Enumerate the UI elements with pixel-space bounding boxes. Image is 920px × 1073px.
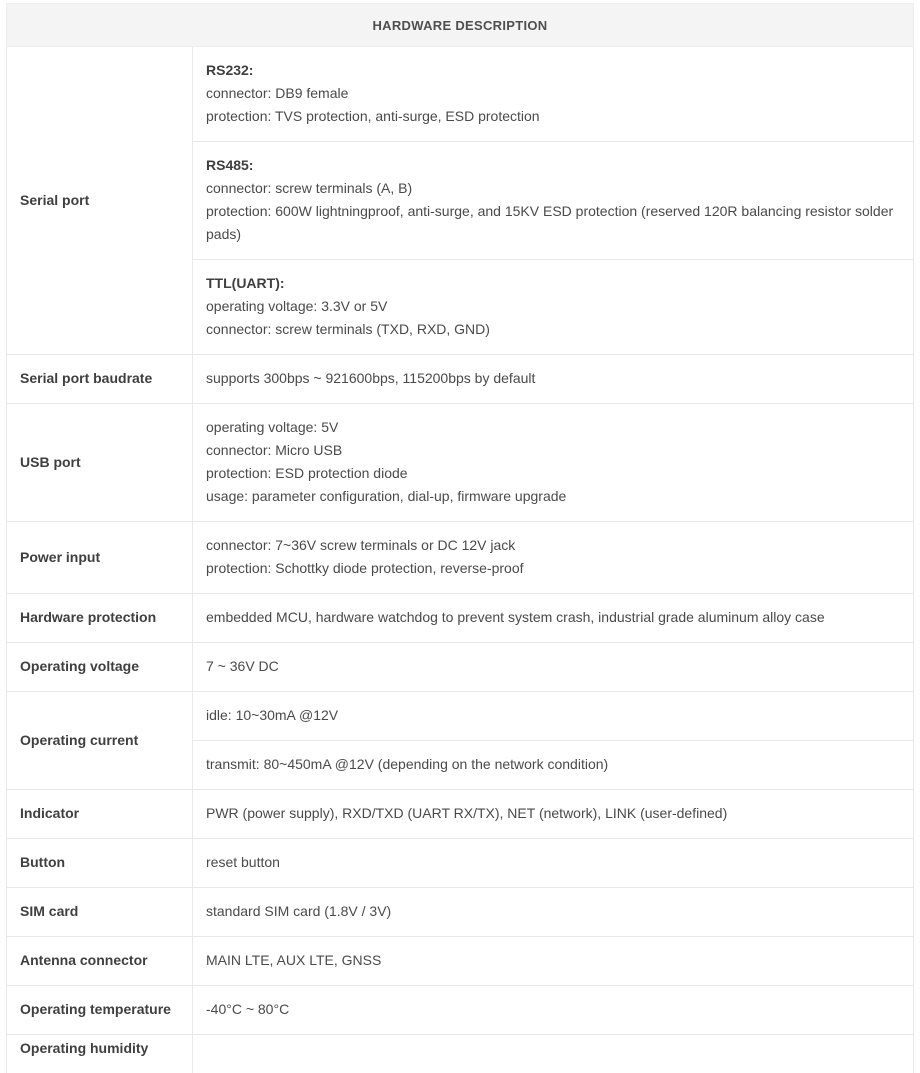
table-title: HARDWARE DESCRIPTION xyxy=(7,4,914,47)
spec-label: Operating humidity xyxy=(7,1035,193,1073)
table-header-row xyxy=(7,4,914,47)
table-row xyxy=(7,888,914,937)
spec-line: -40°C ~ 80°C xyxy=(206,998,900,1021)
spec-line: protection: TVS protection, anti-surge, ESD protection xyxy=(206,105,900,128)
table-row xyxy=(7,692,914,741)
spec-label: Indicator xyxy=(7,790,193,839)
spec-line: operating voltage: 3.3V or 5V xyxy=(206,295,900,318)
spec-value-cell xyxy=(193,142,914,260)
spec-line: protection: Schottky diode protection, reverse-proof xyxy=(206,557,900,580)
spec-value-cell xyxy=(193,522,914,594)
spec-line: connector: 7~36V screw terminals or DC 12V jack xyxy=(206,534,900,557)
spec-line: embedded MCU, hardware watchdog to prevent system crash, industrial grade aluminum alloy case xyxy=(206,606,900,629)
table-row xyxy=(7,937,914,986)
spec-subheading: RS232: xyxy=(206,59,900,82)
spec-label: Antenna connector xyxy=(7,937,193,986)
table-row xyxy=(7,839,914,888)
spec-label: Power input xyxy=(7,522,193,594)
spec-line: protection: 600W lightningproof, anti-surge, and 15KV ESD protection (reserved 120R balancing resistor solder pads) xyxy=(206,200,900,246)
spec-subheading: TTL(UART): xyxy=(206,272,900,295)
table-row xyxy=(7,522,914,594)
spec-value-cell xyxy=(193,594,914,643)
spec-value-cell xyxy=(193,1035,914,1073)
spec-line: 7 ~ 36V DC xyxy=(206,655,900,678)
table-row xyxy=(7,986,914,1035)
spec-line: protection: ESD protection diode xyxy=(206,462,900,485)
spec-label: SIM card xyxy=(7,888,193,937)
spec-line: connector: screw terminals (TXD, RXD, GND) xyxy=(206,318,900,341)
spec-value-cell xyxy=(193,937,914,986)
spec-label: Serial port baudrate xyxy=(7,355,193,404)
spec-value-cell xyxy=(193,692,914,741)
spec-line: usage: parameter configuration, dial-up, firmware upgrade xyxy=(206,485,900,508)
spec-label: Serial port xyxy=(7,47,193,355)
spec-line: connector: Micro USB xyxy=(206,439,900,462)
spec-line: idle: 10~30mA @12V xyxy=(206,704,900,727)
spec-value-cell xyxy=(193,888,914,937)
spec-line: connector: screw terminals (A, B) xyxy=(206,177,900,200)
spec-value-cell xyxy=(193,986,914,1035)
spec-line: standard SIM card (1.8V / 3V) xyxy=(206,900,900,923)
spec-label: Operating temperature xyxy=(7,986,193,1035)
table-row xyxy=(7,355,914,404)
spec-line: operating voltage: 5V xyxy=(206,416,900,439)
spec-value-cell xyxy=(193,643,914,692)
spec-value-cell xyxy=(193,741,914,790)
spec-value-cell xyxy=(193,404,914,522)
table-row xyxy=(7,1035,914,1073)
spec-value-cell xyxy=(193,47,914,142)
spec-line: transmit: 80~450mA @12V (depending on the network condition) xyxy=(206,753,900,776)
table-row xyxy=(7,594,914,643)
spec-label: Operating voltage xyxy=(7,643,193,692)
spec-label: Hardware protection xyxy=(7,594,193,643)
table-row xyxy=(7,404,914,522)
spec-line: connector: DB9 female xyxy=(206,82,900,105)
table-row xyxy=(7,790,914,839)
spec-label: Operating current xyxy=(7,692,193,790)
spec-line: reset button xyxy=(206,851,900,874)
spec-value-cell xyxy=(193,839,914,888)
table-row xyxy=(7,643,914,692)
table-row xyxy=(7,47,914,142)
spec-subheading: RS485: xyxy=(206,154,900,177)
spec-line: PWR (power supply), RXD/TXD (UART RX/TX), NET (network), LINK (user-defined) xyxy=(206,802,900,825)
spec-line: supports 300bps ~ 921600bps, 115200bps by default xyxy=(206,367,900,390)
spec-label: Button xyxy=(7,839,193,888)
spec-value-cell xyxy=(193,355,914,404)
hardware-description-table xyxy=(6,3,914,1073)
spec-line: MAIN LTE, AUX LTE, GNSS xyxy=(206,949,900,972)
spec-table-body xyxy=(7,47,914,1073)
spec-value-cell xyxy=(193,260,914,355)
spec-label: USB port xyxy=(7,404,193,522)
spec-value-cell xyxy=(193,790,914,839)
